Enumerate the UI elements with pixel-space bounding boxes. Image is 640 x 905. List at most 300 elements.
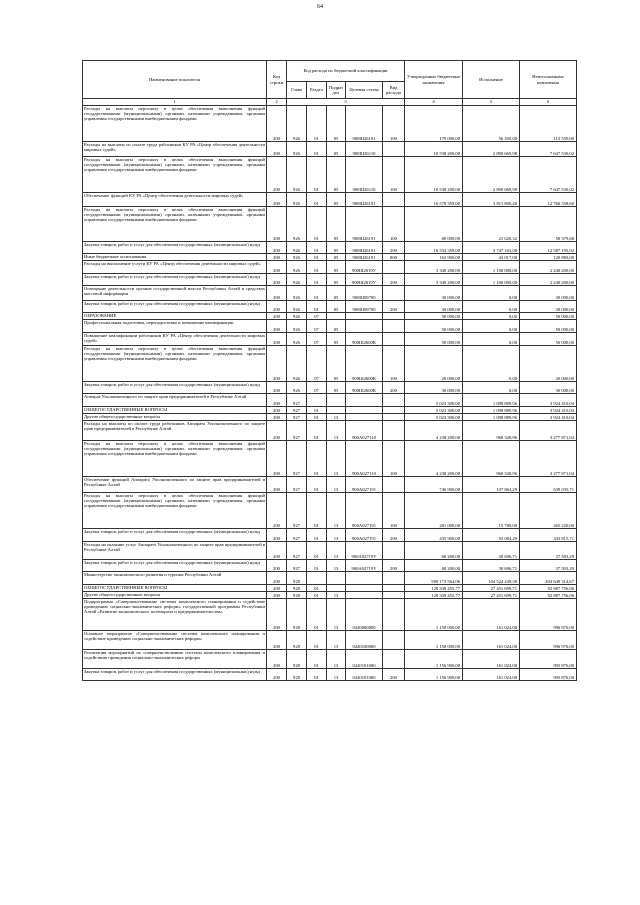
- row-unexecuted: 995 876,00: [520, 650, 577, 669]
- row-expense-type: 200: [383, 560, 405, 572]
- row-approved: 10 538 200,00: [405, 142, 463, 157]
- row-subsection: 05: [327, 106, 346, 142]
- row-target-item: [346, 320, 383, 333]
- row-chapter: 927: [287, 560, 307, 572]
- row-chapter: 926: [287, 382, 307, 394]
- row-approved: 120 339 455,77: [405, 585, 463, 592]
- col-number: 2: [267, 99, 287, 106]
- row-target-item: [346, 407, 383, 414]
- row-executed: 960 328,96: [463, 421, 520, 441]
- row-section: 01: [307, 441, 327, 477]
- row-expense-type: 200: [383, 529, 405, 542]
- row-line-code: 200: [267, 572, 287, 585]
- row-approved: 68 200,00: [405, 542, 463, 560]
- row-name: Расходы на выплаты персоналу в целях обеспечения выполнения функций государственными (муниципальными) органами, казенными учреждениями, органами управления государственными внебюджетными фондами: [83, 346, 267, 382]
- row-section: 01: [307, 631, 327, 650]
- row-approved: 30 000,00: [405, 301, 463, 313]
- row-target-item: 900Ш2600К: [346, 346, 383, 382]
- row-section: 07: [307, 313, 327, 320]
- row-chapter: 927: [287, 477, 307, 493]
- row-target-item: 900А02719У: [346, 560, 383, 572]
- row-name: Повышение квалификации работников КУ РА «Центр обеспечения деятельности мировых судей»: [83, 333, 267, 346]
- row-subsection: [327, 394, 346, 407]
- row-approved: 50 000,00: [405, 333, 463, 346]
- row-chapter: 926: [287, 242, 307, 254]
- row-unexecuted: 92 887 756,06: [520, 585, 577, 592]
- row-executed: 2 890 669,98: [463, 142, 520, 157]
- table-row: [83, 301, 577, 313]
- row-line-code: 200: [267, 313, 287, 320]
- row-subsection: 13: [327, 542, 346, 560]
- row-unexecuted: 3 277 871,04: [520, 441, 577, 477]
- row-chapter: 926: [287, 274, 307, 286]
- row-subsection: 13: [327, 529, 346, 542]
- table-row: [83, 477, 577, 493]
- row-name: Подпрограмма «Совершенствование системы комплексного планирования и содействие проведению социально-экономических реформ» государственной программы Республики Алтай «Развитие экономического потенциала и предпринимательства»: [83, 599, 267, 631]
- row-chapter: 927: [287, 414, 307, 421]
- row-unexecuted: 92 887 756,06: [520, 592, 577, 599]
- row-chapter: 926: [287, 207, 307, 242]
- row-executed: 161 024,00: [463, 631, 520, 650]
- row-expense-type: [383, 572, 405, 585]
- row-section: 01: [307, 407, 327, 414]
- row-expense-type: [383, 333, 405, 346]
- row-expense-type: [383, 631, 405, 650]
- row-chapter: 927: [287, 421, 307, 441]
- table-row: [83, 242, 577, 254]
- table-row: [83, 320, 577, 333]
- row-target-item: 900А027110: [346, 421, 383, 441]
- row-target-item: 900Ш26191: [346, 242, 383, 254]
- row-executed: 1 098 889,96: [463, 407, 520, 414]
- row-target-item: 0420000000: [346, 599, 383, 631]
- row-line-code: 200: [267, 669, 287, 681]
- row-expense-type: 200: [383, 382, 405, 394]
- row-section: 01: [307, 669, 327, 681]
- row-executed: 21 620,32: [463, 207, 520, 242]
- row-executed: 1 100 000,00: [463, 261, 520, 274]
- row-approved: 50 000,00: [405, 313, 463, 320]
- row-subsection: 13: [327, 421, 346, 441]
- col-number: 6: [520, 99, 577, 106]
- row-unexecuted: 404 649 314,67: [520, 572, 577, 585]
- row-name: Закупка товаров, работ и услуг для обеспечения государственных (муниципальных) нужд: [83, 560, 267, 572]
- table-row: [83, 274, 577, 286]
- row-section: 01: [307, 421, 327, 441]
- row-subsection: 13: [327, 592, 346, 599]
- row-name: Закупка товаров, работ и услуг для обеспечения государственных (муниципальных) нужд: [83, 274, 267, 286]
- row-subsection: 13: [327, 414, 346, 421]
- row-executed: 1 098 889,96: [463, 394, 520, 407]
- row-line-code: 200: [267, 477, 287, 493]
- row-line-code: 200: [267, 207, 287, 242]
- table-row: [83, 441, 577, 477]
- row-subsection: 05: [327, 142, 346, 157]
- row-approved: 10 538 200,00: [405, 157, 463, 193]
- row-subsection: 05: [327, 157, 346, 193]
- row-target-item: [346, 585, 383, 592]
- row-approved: 281 000,00: [405, 493, 463, 529]
- row-section: 01: [307, 477, 327, 493]
- row-chapter: 928: [287, 592, 307, 599]
- row-subsection: 13: [327, 599, 346, 631]
- row-executed: 30 696,71: [463, 560, 520, 572]
- row-approved: 30 000,00: [405, 382, 463, 394]
- row-approved: 68 200,00: [405, 560, 463, 572]
- row-unexecuted: 3 277 871,04: [520, 421, 577, 441]
- row-chapter: 926: [287, 106, 307, 142]
- row-name: Министерство экономического развития и туризма Республики Алтай: [83, 572, 267, 585]
- row-expense-type: 200: [383, 274, 405, 286]
- row-executed: 56 450,00: [463, 106, 520, 142]
- row-target-item: [346, 313, 383, 320]
- row-chapter: 927: [287, 407, 307, 414]
- row-line-code: 200: [267, 157, 287, 193]
- row-unexecuted: 639 035,71: [520, 477, 577, 493]
- row-line-code: 200: [267, 441, 287, 477]
- row-expense-type: 100: [383, 493, 405, 529]
- header-chapter: Глава: [287, 82, 307, 99]
- row-target-item: 900А027191: [346, 493, 383, 529]
- row-chapter: 927: [287, 542, 307, 560]
- row-section: 07: [307, 333, 327, 346]
- table-row: [83, 346, 577, 382]
- row-unexecuted: 3 924 410,04: [520, 407, 577, 414]
- row-section: 07: [307, 320, 327, 333]
- row-expense-type: 100: [383, 346, 405, 382]
- row-chapter: 928: [287, 650, 307, 669]
- table-body: [83, 106, 577, 681]
- row-section: 01: [307, 207, 327, 242]
- table-row: [83, 585, 577, 592]
- row-unexecuted: 37 503,29: [520, 560, 577, 572]
- row-subsection: 05: [327, 382, 346, 394]
- row-name: Иные бюджетные ассигнования: [83, 254, 267, 261]
- row-line-code: 200: [267, 333, 287, 346]
- row-line-code: 200: [267, 650, 287, 669]
- row-line-code: 200: [267, 254, 287, 261]
- row-approved: 746 900,00: [405, 477, 463, 493]
- row-section: 01: [307, 106, 327, 142]
- table-row: [83, 529, 577, 542]
- table-row: [83, 254, 577, 261]
- row-unexecuted: 996 976,00: [520, 599, 577, 631]
- row-executed: 0,00: [463, 313, 520, 320]
- row-section: 01: [307, 254, 327, 261]
- row-name: Обеспечение функций КУ РА «Центр обеспечения деятельности мировых судей»: [83, 193, 267, 207]
- row-chapter: 927: [287, 529, 307, 542]
- row-approved: 5 023 300,00: [405, 394, 463, 407]
- row-expense-type: 800: [383, 254, 405, 261]
- row-subsection: [327, 572, 346, 585]
- row-approved: 1 158 000,00: [405, 599, 463, 631]
- budget-execution-table: [82, 60, 577, 681]
- row-expense-type: [383, 261, 405, 274]
- row-chapter: 926: [287, 301, 307, 313]
- table-row: [83, 592, 577, 599]
- row-chapter: 926: [287, 286, 307, 301]
- row-line-code: 200: [267, 585, 287, 592]
- row-unexecuted: 7 647 530,02: [520, 142, 577, 157]
- row-subsection: 05: [327, 193, 346, 207]
- row-unexecuted: 20 000,00: [520, 346, 577, 382]
- row-chapter: 926: [287, 261, 307, 274]
- row-target-item: 900Ш26191: [346, 106, 383, 142]
- row-line-code: 200: [267, 421, 287, 441]
- col-number: 1: [83, 99, 267, 106]
- row-expense-type: 100: [383, 106, 405, 142]
- row-line-code: 200: [267, 493, 287, 529]
- row-section: 01: [307, 542, 327, 560]
- row-target-item: 900Ш26191: [346, 193, 383, 207]
- row-unexecuted: 12 587 195,92: [520, 242, 577, 254]
- row-name: Расходы на выполнение услуги КУ РА «Центр обеспечения деятельности мировых судей»: [83, 261, 267, 274]
- table-row: [83, 407, 577, 414]
- row-subsection: [327, 407, 346, 414]
- row-expense-type: [383, 542, 405, 560]
- row-subsection: 13: [327, 441, 346, 477]
- row-executed: 0,00: [463, 382, 520, 394]
- row-expense-type: [383, 477, 405, 493]
- row-name: Профессиональная подготовка, переподготовка и повышение квалификации: [83, 320, 267, 333]
- header-approved: Утвержденные бюджетные назначения: [405, 61, 463, 99]
- row-line-code: 200: [267, 346, 287, 382]
- row-line-code: 200: [267, 286, 287, 301]
- row-name: Расходы на выплаты персоналу в целях обеспечения выполнения функций государственными (муниципальными) органами, казенными учреждениями, органами управления государственными внебюджетными фондами: [83, 106, 267, 142]
- table-row: [83, 261, 577, 274]
- row-approved: 20 000,00: [405, 346, 463, 382]
- row-target-item: 900А027110: [346, 441, 383, 477]
- row-name: Обеспечение функций Аппарата Уполномоченного по защите прав предпринимателей в Республике Алтай: [83, 477, 267, 493]
- row-subsection: 05: [327, 333, 346, 346]
- row-chapter: 926: [287, 142, 307, 157]
- row-executed: 0,00: [463, 333, 520, 346]
- row-subsection: 13: [327, 493, 346, 529]
- row-expense-type: 200: [383, 301, 405, 313]
- row-name: ОБЩЕГОСУДАРСТВЕННЫЕ ВОПРОСЫ: [83, 407, 267, 414]
- row-executed: 1 100 000,00: [463, 274, 520, 286]
- row-subsection: 05: [327, 346, 346, 382]
- row-executed: 0,00: [463, 320, 520, 333]
- row-subsection: 05: [327, 286, 346, 301]
- row-target-item: [346, 414, 383, 421]
- row-section: 01: [307, 286, 327, 301]
- row-name: Другие общегосударственные вопросы: [83, 414, 267, 421]
- row-chapter: 926: [287, 254, 307, 261]
- col-number: 4: [405, 99, 463, 106]
- row-section: 07: [307, 382, 327, 394]
- row-subsection: 13: [327, 631, 346, 650]
- row-section: 01: [307, 529, 327, 542]
- row-name: Расходы на выплаты персоналу в целях обеспечения выполнения функций государственными (муниципальными) органами, казенными учреждениями, органами управления государственными внебюджетными фондами: [83, 157, 267, 193]
- row-approved: 16 334 359,00: [405, 242, 463, 254]
- row-chapter: 928: [287, 631, 307, 650]
- row-chapter: 927: [287, 394, 307, 407]
- header-target-item: Целевая статья: [346, 82, 383, 99]
- row-line-code: 200: [267, 394, 287, 407]
- table-row: [83, 333, 577, 346]
- row-approved: 1 158 000,00: [405, 631, 463, 650]
- row-expense-type: 200: [383, 669, 405, 681]
- row-section: 01: [307, 599, 327, 631]
- row-name: Расходы на оказание услуг Аппарата Уполномоченного по защите прав предпринимателей в Республике Алтай: [83, 542, 267, 560]
- row-target-item: 900Ш26110: [346, 157, 383, 193]
- row-line-code: 200: [267, 592, 287, 599]
- row-section: 01: [307, 301, 327, 313]
- row-approved: 50 000,00: [405, 320, 463, 333]
- row-name: ОБРАЗОВАНИЕ: [83, 313, 267, 320]
- row-section: [307, 572, 327, 585]
- col-number: 3: [287, 99, 405, 106]
- row-approved: 163 900,00: [405, 254, 463, 261]
- page-number: 64: [317, 4, 323, 10]
- row-chapter: 926: [287, 193, 307, 207]
- row-name: Закупка товаров, работ и услуг для обеспечения государственных (муниципальных) нужд: [83, 529, 267, 542]
- row-unexecuted: 58 379,68: [520, 207, 577, 242]
- row-chapter: 927: [287, 493, 307, 529]
- row-approved: 30 000,00: [405, 286, 463, 301]
- row-chapter: 926: [287, 157, 307, 193]
- row-executed: 2 890 669,98: [463, 157, 520, 193]
- row-section: 01: [307, 193, 327, 207]
- row-unexecuted: 113 550,00: [520, 106, 577, 142]
- row-line-code: 200: [267, 261, 287, 274]
- table-row: [83, 286, 577, 301]
- row-target-item: 900Ш26191: [346, 254, 383, 261]
- row-line-code: 200: [267, 631, 287, 650]
- row-target-item: 900Ш26110: [346, 142, 383, 157]
- row-target-item: 900Ш2600К: [346, 333, 383, 346]
- row-target-item: [346, 394, 383, 407]
- row-section: 01: [307, 585, 327, 592]
- row-expense-type: [383, 585, 405, 592]
- row-target-item: 0420101000: [346, 650, 383, 669]
- row-subsection: 05: [327, 274, 346, 286]
- row-target-item: 0420101000: [346, 669, 383, 681]
- row-unexecuted: 2 240 200,00: [520, 274, 577, 286]
- row-line-code: 200: [267, 106, 287, 142]
- row-target-item: 900Ш2600К: [346, 382, 383, 394]
- row-line-code: 200: [267, 301, 287, 313]
- row-approved: 3 340 200,00: [405, 261, 463, 274]
- row-executed: 107 864,29: [463, 477, 520, 493]
- row-expense-type: [383, 313, 405, 320]
- row-approved: 1 156 900,00: [405, 669, 463, 681]
- row-name: Другие общегосударственные вопросы: [83, 592, 267, 599]
- table-row: [83, 414, 577, 421]
- row-expense-type: 100: [383, 157, 405, 193]
- row-name: Основное мероприятие «Совершенствование системы комплексного планирования и содействие проведению социально-экономических реформ»: [83, 631, 267, 650]
- row-subsection: 05: [327, 254, 346, 261]
- row-target-item: 900Ш2619У: [346, 261, 383, 274]
- row-line-code: 200: [267, 142, 287, 157]
- row-line-code: 200: [267, 407, 287, 414]
- row-chapter: 926: [287, 333, 307, 346]
- row-unexecuted: 50 000,00: [520, 333, 577, 346]
- row-approved: 170 000,00: [405, 106, 463, 142]
- row-line-code: 200: [267, 193, 287, 207]
- row-executed: 92 084,29: [463, 529, 520, 542]
- header-budget-code: Код расхода по бюджетной классификации: [287, 61, 405, 82]
- row-executed: 43 017,00: [463, 254, 520, 261]
- table-row: [83, 157, 577, 193]
- row-expense-type: [383, 414, 405, 421]
- row-unexecuted: 996 976,00: [520, 631, 577, 650]
- row-section: 01: [307, 650, 327, 669]
- row-section: 01: [307, 592, 327, 599]
- row-approved: 120 339 455,77: [405, 592, 463, 599]
- row-expense-type: 100: [383, 441, 405, 477]
- row-expense-type: [383, 599, 405, 631]
- row-target-item: 900А027191: [346, 529, 383, 542]
- row-section: 01: [307, 414, 327, 421]
- row-name: Закупка товаров, работ и услуг для обеспечения государственных (муниципальных) нужд: [83, 382, 267, 394]
- row-unexecuted: 50 000,00: [520, 320, 577, 333]
- row-target-item: 900Ш09700: [346, 286, 383, 301]
- row-chapter: 926: [287, 320, 307, 333]
- row-section: 01: [307, 274, 327, 286]
- row-unexecuted: 50 000,00: [520, 313, 577, 320]
- row-name: Расходы на выплаты персоналу в целях обеспечения выполнения функций государственными (муниципальными) органами, казенными учреждениями, органами управления государственными внебюджетными фондами: [83, 207, 267, 242]
- table-row: [83, 631, 577, 650]
- row-executed: 3 811 800,40: [463, 193, 520, 207]
- row-executed: 104 524 249,39: [463, 572, 520, 585]
- row-unexecuted: 995 876,00: [520, 669, 577, 681]
- row-name: Расходы на выплаты по оплате труда работников Аппарата Уполномоченного по защите прав предпринимателей в Республике Алтай: [83, 421, 267, 441]
- row-expense-type: [383, 592, 405, 599]
- row-subsection: [327, 313, 346, 320]
- row-section: 01: [307, 261, 327, 274]
- row-executed: 3 747 163,08: [463, 242, 520, 254]
- row-line-code: 200: [267, 529, 287, 542]
- row-unexecuted: 30 000,00: [520, 301, 577, 313]
- row-section: [307, 394, 327, 407]
- table-row: [83, 193, 577, 207]
- row-name: Закупка товаров, работ и услуг для обеспечения государственных (муниципальных) нужд: [83, 669, 267, 681]
- row-name: Закупка товаров, работ и услуг для обеспечения государственных (муниципальных) нужд: [83, 301, 267, 313]
- row-line-code: 200: [267, 599, 287, 631]
- row-line-code: 200: [267, 320, 287, 333]
- row-expense-type: 200: [383, 242, 405, 254]
- row-executed: 15 780,00: [463, 493, 520, 529]
- table-row: [83, 560, 577, 572]
- header-line-code: Код строки: [267, 61, 287, 99]
- header-executed: Исполнение: [463, 61, 520, 99]
- row-expense-type: [383, 650, 405, 669]
- row-target-item: [346, 572, 383, 585]
- row-chapter: 928: [287, 599, 307, 631]
- row-chapter: 928: [287, 572, 307, 585]
- row-executed: 960 328,96: [463, 441, 520, 477]
- row-name: Расходы на выплаты персоналу в целях обеспечения выполнения функций государственными (муниципальными) органами, казенными учреждениями, органами управления государственными внебюджетными фондами: [83, 493, 267, 529]
- row-target-item: 900Ш09700: [346, 301, 383, 313]
- row-executed: 161 024,00: [463, 650, 520, 669]
- row-unexecuted: 343 815,71: [520, 529, 577, 542]
- row-approved: 509 173 564,06: [405, 572, 463, 585]
- row-chapter: 926: [287, 313, 307, 320]
- row-line-code: 200: [267, 242, 287, 254]
- row-subsection: 13: [327, 560, 346, 572]
- row-line-code: 200: [267, 542, 287, 560]
- row-approved: 16 578 359,00: [405, 193, 463, 207]
- row-subsection: [327, 585, 346, 592]
- row-approved: 435 900,00: [405, 529, 463, 542]
- row-unexecuted: 7 647 530,02: [520, 157, 577, 193]
- row-approved: 4 238 200,00: [405, 441, 463, 477]
- row-target-item: 900А02719У: [346, 542, 383, 560]
- row-unexecuted: 265 220,00: [520, 493, 577, 529]
- row-target-item: 900Ш26191: [346, 207, 383, 242]
